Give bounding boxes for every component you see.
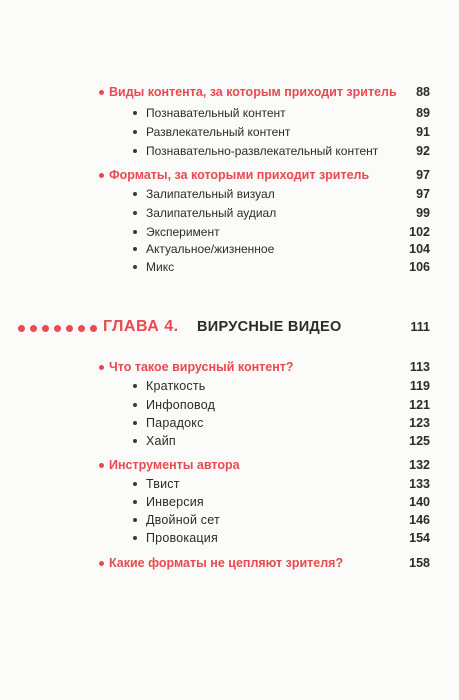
toc-subentry[interactable] <box>0 142 459 160</box>
toc-subentry[interactable] <box>0 223 459 241</box>
toc-subentry[interactable] <box>0 396 459 414</box>
bullet-dot-icon <box>133 111 137 115</box>
bullet-dot-icon <box>133 500 137 504</box>
toc-entry-page: 133 <box>409 477 430 491</box>
bullet-dot-icon <box>133 130 137 134</box>
chapter-title: ВИРУСНЫЕ ВИДЕО <box>197 319 342 335</box>
toc-entry-label: Хайп <box>146 434 176 448</box>
toc-entry-page: 146 <box>409 513 430 527</box>
toc-section-entry[interactable] <box>0 456 459 474</box>
chapter-number: ГЛАВА 4. <box>103 318 179 335</box>
bullet-dot-icon <box>99 90 104 95</box>
toc-entry-label: Виды контента, за которым приходит зритель <box>109 85 397 99</box>
toc-subentry[interactable] <box>0 204 459 222</box>
toc-subentry[interactable] <box>0 123 459 141</box>
bullet-dot-icon <box>99 365 104 370</box>
bullet-dot-icon <box>133 192 137 196</box>
toc-entry-label: Парадокс <box>146 416 204 430</box>
toc-entry-label: Инфоповод <box>146 398 216 412</box>
bullet-dot-icon <box>99 463 104 468</box>
bullet-dot-icon <box>133 211 137 215</box>
bullet-dot-icon <box>133 536 137 540</box>
toc-subentry[interactable] <box>0 493 459 511</box>
bullet-dot-icon <box>133 403 137 407</box>
toc-entry-page: 132 <box>409 458 430 472</box>
toc-entry-page: 154 <box>409 531 430 545</box>
toc-entry-page: 88 <box>416 85 430 99</box>
toc-entry-label: Микс <box>146 260 175 274</box>
toc-entry-page: 97 <box>416 168 430 182</box>
toc-entry-page: 121 <box>409 398 430 412</box>
chapter-page: 111 <box>410 320 430 334</box>
bullet-dot-icon <box>133 384 137 388</box>
toc-entry-label: Актуальное/жизненное <box>146 242 275 256</box>
toc-section-entry[interactable] <box>0 83 459 101</box>
bullet-dot-icon <box>99 173 104 178</box>
dot-icon <box>54 325 61 332</box>
toc-entry-label: Развлекательный контент <box>146 125 291 139</box>
toc-entry-label: Какие форматы не цепляют зрителя? <box>109 556 344 570</box>
toc-entry-label: Провокация <box>146 531 218 545</box>
toc-section-entry[interactable] <box>0 358 459 376</box>
toc-entry-label: Инструменты автора <box>109 458 240 472</box>
toc-entry-page: 92 <box>416 144 430 158</box>
dot-icon <box>30 325 37 332</box>
toc-entry-label: Познавательно-развлекательный контент <box>146 144 379 158</box>
toc-entry-page: 104 <box>409 242 430 256</box>
toc-entry-label: Что такое вирусный контент? <box>109 360 294 374</box>
toc-subentry[interactable] <box>0 377 459 395</box>
toc-entry-page: 99 <box>416 206 430 220</box>
dot-icon <box>18 325 25 332</box>
toc-subentry[interactable] <box>0 240 459 258</box>
toc-entry-label: Инверсия <box>146 495 204 509</box>
toc-entry-page: 106 <box>409 260 430 274</box>
toc-entry-label: Краткость <box>146 379 206 393</box>
bullet-dot-icon <box>133 482 137 486</box>
toc-entry-label: Познавательный контент <box>146 106 286 120</box>
toc-entry-page: 125 <box>409 434 430 448</box>
bullet-dot-icon <box>133 518 137 522</box>
toc-entry-page: 91 <box>416 125 430 139</box>
toc-subentry[interactable] <box>0 511 459 529</box>
toc-entry-page: 102 <box>409 225 430 239</box>
chapter-heading[interactable] <box>0 317 459 341</box>
bullet-dot-icon <box>133 230 137 234</box>
bullet-dot-icon <box>133 149 137 153</box>
toc-entry-page: 119 <box>409 379 430 393</box>
toc-subentry[interactable] <box>0 432 459 450</box>
bullet-dot-icon <box>99 561 104 566</box>
chapter-dots-decoration <box>18 325 97 332</box>
toc-entry-page: 140 <box>409 495 430 509</box>
toc-entry-page: 113 <box>409 360 430 374</box>
toc-entry-page: 158 <box>409 556 430 570</box>
toc-section-entry[interactable] <box>0 166 459 184</box>
bullet-dot-icon <box>133 247 137 251</box>
toc-entry-label: Залипательный визуал <box>146 187 275 201</box>
toc-subentry[interactable] <box>0 475 459 493</box>
toc-entry-page: 123 <box>409 416 430 430</box>
toc-entry-page: 97 <box>416 187 430 201</box>
bullet-dot-icon <box>133 439 137 443</box>
bullet-dot-icon <box>133 421 137 425</box>
dot-icon <box>66 325 73 332</box>
toc-entry-label: Форматы, за которыми приходит зритель <box>109 168 370 182</box>
toc-entry-label: Залипательный аудиал <box>146 206 277 220</box>
dot-icon <box>78 325 85 332</box>
toc-subentry[interactable] <box>0 529 459 547</box>
toc-section-entry[interactable] <box>0 554 459 572</box>
toc-entry-label: Эксперимент <box>146 225 220 239</box>
toc-subentry[interactable] <box>0 414 459 432</box>
bullet-dot-icon <box>133 265 137 269</box>
toc-entry-label: Твист <box>146 477 180 491</box>
toc-subentry[interactable] <box>0 185 459 203</box>
dot-icon <box>42 325 49 332</box>
dot-icon <box>90 325 97 332</box>
toc-entry-label: Двойной сет <box>146 513 220 527</box>
toc-entry-page: 89 <box>416 106 430 120</box>
toc-subentry[interactable] <box>0 104 459 122</box>
toc-subentry[interactable] <box>0 258 459 276</box>
